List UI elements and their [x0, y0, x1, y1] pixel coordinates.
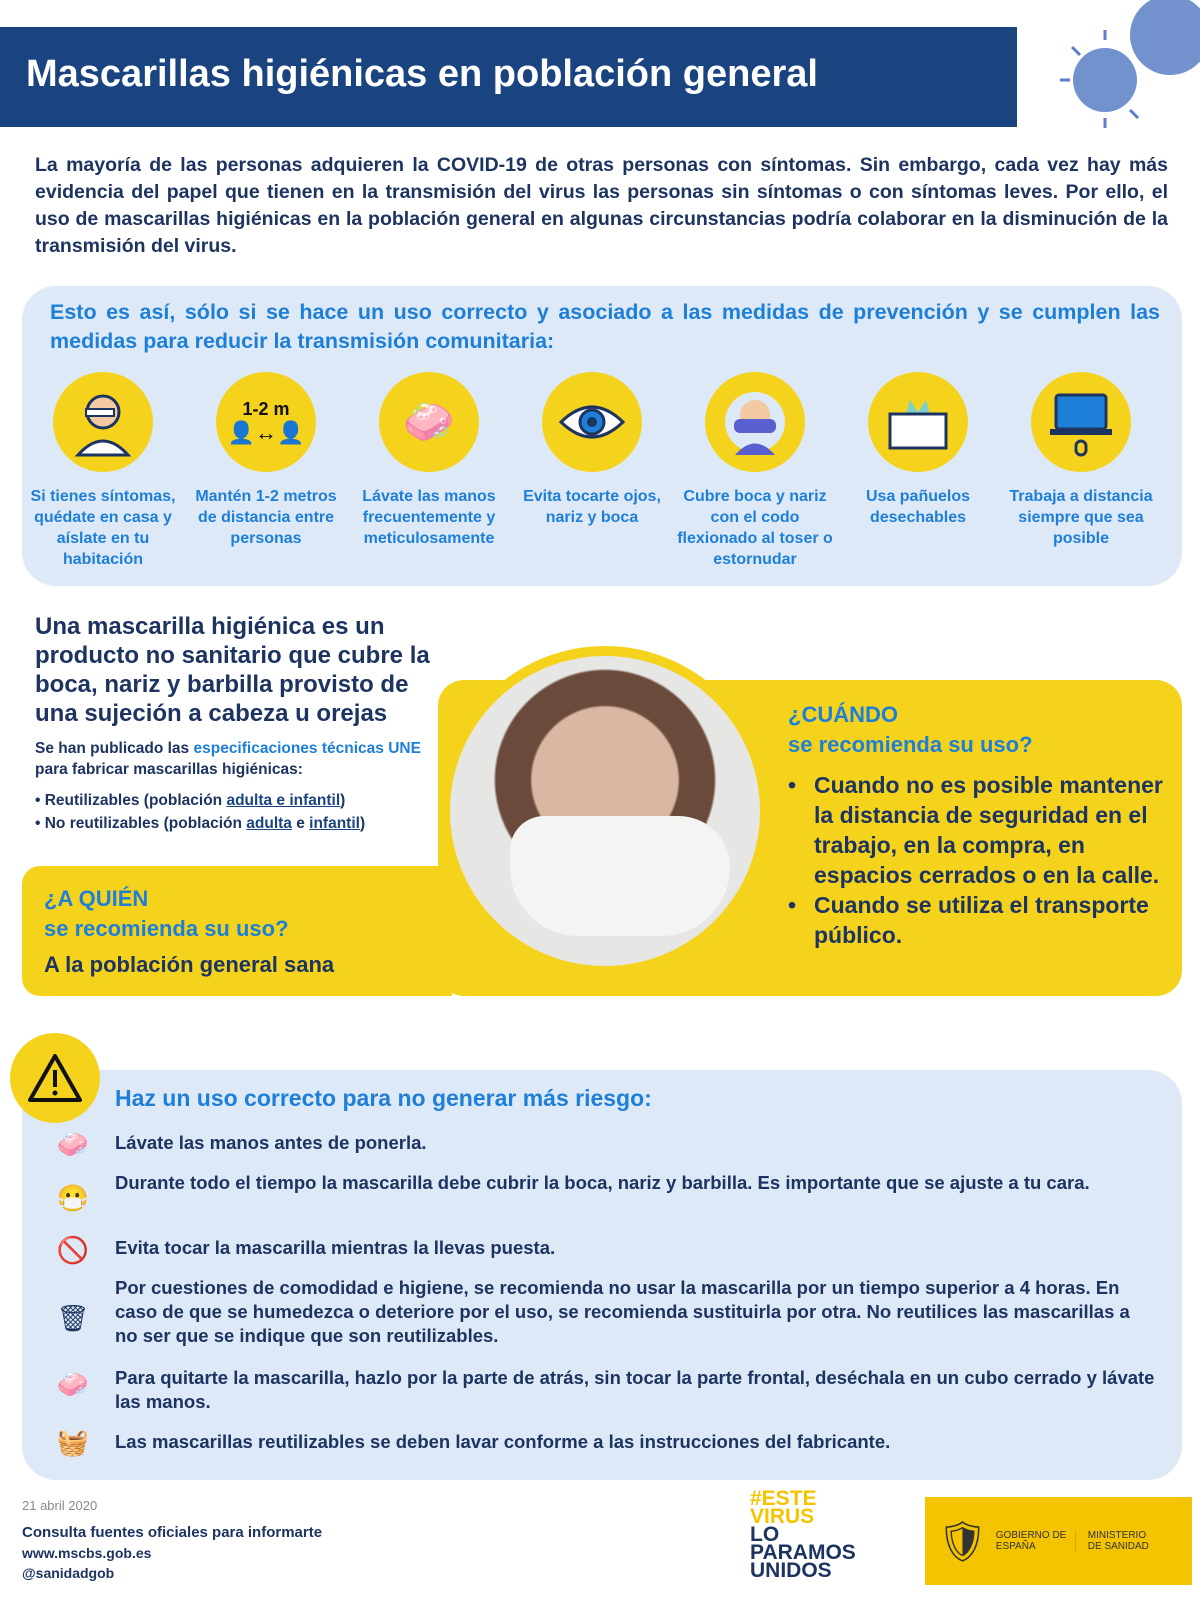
- when-section: [788, 700, 1168, 950]
- campaign-logo: [750, 1487, 856, 1582]
- spec-text: Se han publicado las: [35, 740, 194, 757]
- rule-item: Evita tocar la mascarilla mientras la llevas puesta.: [115, 1237, 556, 1258]
- virus-icon: [1050, 0, 1200, 140]
- publication-date: 21 abril 2020: [22, 1498, 98, 1513]
- nonreusable-adult-link[interactable]: adulta: [246, 815, 292, 832]
- measure-telework: [1002, 372, 1160, 549]
- hand-wash-icon: 🧼: [56, 1369, 90, 1399]
- eye-icon: [542, 372, 642, 472]
- who-section: [44, 884, 444, 978]
- measure-label: Evita tocarte ojos, nariz y boca: [523, 488, 661, 526]
- measure-cough: [676, 372, 834, 570]
- spec-bullet: • Reutilizables (población: [35, 792, 227, 809]
- government-label: GOBIERNO DE ESPAÑA: [996, 1530, 1076, 1552]
- tissue-box-icon: [868, 372, 968, 472]
- when-item: • Cuando no es posible mantener la distancia de seguridad en el trabajo, en la compra, en espacios cerrados o en la calle.: [788, 770, 1168, 890]
- twitter-handle[interactable]: @sanidadgob: [22, 1565, 115, 1581]
- prevention-measures-panel: [22, 286, 1182, 586]
- cough-elbow-icon: [705, 372, 805, 472]
- une-specifications: [35, 738, 433, 834]
- distance-icon-text: 1-2 m: [242, 398, 290, 419]
- rule-item: Durante todo el tiempo la mascarilla debe cubrir la boca, nariz y barbilla. Es importante que se ajuste a tu cara.: [115, 1172, 1090, 1193]
- rule-item: Por cuestiones de comodidad e higiene, se recomienda no usar la mascarilla por un tiempo superior a 4 horas. En caso de que se humedezca o deteriore por el uso, se recomienda sustituirla por otra. No reutilices las mascarillas a no ser que se indique que son reutilizables.: [115, 1277, 1130, 1346]
- page-title: Mascarillas higiénicas en población general: [0, 27, 1017, 127]
- spec-text: e: [291, 815, 310, 832]
- who-heading: ¿A QUIÉN: [44, 886, 149, 911]
- spec-text: ): [340, 792, 346, 809]
- une-spec-link[interactable]: especificaciones técnicas UNE: [193, 740, 421, 757]
- slogan-line: #ESTE: [750, 1487, 817, 1510]
- correct-use-heading: Haz un uso correcto para no generar más riesgo:: [115, 1085, 652, 1111]
- footer-info: [22, 1524, 322, 1581]
- slogan-line: PARAMOS: [750, 1541, 856, 1564]
- slogan-line: LO: [750, 1523, 780, 1546]
- measure-tissues: [839, 372, 997, 528]
- rule-item: Las mascarillas reutilizables se deben lavar conforme a las instrucciones del fabricante.: [115, 1431, 891, 1452]
- no-touch-icon: 🚫: [56, 1235, 90, 1265]
- when-subheading: se recomienda su uso?: [788, 732, 1033, 757]
- ministry-label: MINISTERIO DE SANIDAD: [1087, 1530, 1149, 1552]
- measure-label: Trabaja a distancia siempre que sea posible: [1009, 488, 1153, 547]
- measure-label: Mantén 1-2 metros de distancia entre personas: [195, 488, 337, 547]
- measure-label: Usa pañuelos desechables: [865, 488, 971, 526]
- slogan-line: VIRUS: [750, 1505, 815, 1528]
- measure-distance: [187, 372, 345, 549]
- hand-wash-icon: 🧼: [379, 372, 479, 472]
- face-mask-icon: 😷: [56, 1183, 90, 1213]
- definition-column: [35, 612, 433, 834]
- nonreusable-child-link[interactable]: infantil: [309, 815, 360, 832]
- warning-icon: [10, 1033, 100, 1123]
- spec-text: para fabricar mascarillas higiénicas:: [35, 761, 303, 778]
- rule-item: Para quitarte la mascarilla, hazlo por la parte de atrás, sin tocar la parte frontal, deséchala en un cubo cerrado y lávate las manos.: [115, 1367, 1155, 1412]
- sick-person-icon: [53, 372, 153, 472]
- measures-lead: Esto es así, sólo si se hace un uso correcto y asociado a las medidas de prevención y se cumplen las medidas para reducir la transmisión comunitaria:: [50, 300, 1160, 353]
- measure-eyes: [513, 372, 671, 528]
- reusable-adult-child-link[interactable]: adulta e infantil: [226, 792, 341, 809]
- who-subheading: se recomienda su uso?: [44, 916, 289, 941]
- laundry-icon: 🧺: [56, 1427, 90, 1457]
- spec-bullet: • No reutilizables (población: [35, 815, 247, 832]
- laptop-icon: [1031, 372, 1131, 472]
- distance-icon: 1-2 m 👤↔👤: [216, 372, 316, 472]
- rule-item: Lávate las manos antes de ponerla.: [115, 1132, 427, 1153]
- website-link[interactable]: www.mscbs.gob.es: [22, 1545, 152, 1561]
- when-heading: ¿CUÁNDO: [788, 702, 898, 727]
- woman-wearing-mask-photo: [440, 646, 770, 976]
- government-logo: [925, 1497, 1192, 1585]
- mask-definition: Una mascarilla higiénica es un producto no sanitario que cubre la boca, nariz y barbilla provisto de una sujeción a cabeza u orejas: [35, 613, 430, 727]
- measure-handwash: [350, 372, 508, 549]
- measure-label: Si tienes síntomas, quédate en casa y aíslate en tu habitación: [30, 488, 176, 568]
- who-answer: A la población general sana: [44, 952, 335, 977]
- consult-text: Consulta fuentes oficiales para informarte: [22, 1524, 323, 1541]
- bin-icon: 🗑: [56, 1303, 90, 1333]
- hand-wash-icon: 🧼: [56, 1129, 90, 1159]
- when-item: • Cuando se utiliza el transporte público.: [788, 890, 1168, 950]
- slogan-line: UNIDOS: [750, 1559, 832, 1582]
- intro-paragraph: La mayoría de las personas adquieren la COVID-19 de otras personas con síntomas. Sin embargo, cada vez hay más evidencia del papel que tienen en la transmisión del virus las personas sin síntomas o con síntomas leves. Por ello, el uso de mascarillas higiénicas en la población general en algunas circunstancias podría colaborar en la disminución de la transmisión del virus.: [35, 154, 1168, 257]
- measure-label: Cubre boca y nariz con el codo flexionado al toser o estornudar: [677, 488, 833, 568]
- coat-of-arms-icon: 🛡: [937, 1519, 988, 1564]
- spec-text: ): [359, 815, 366, 832]
- measure-isolate: [24, 372, 182, 570]
- measure-label: Lávate las manos frecuentemente y meticulosamente: [362, 488, 496, 547]
